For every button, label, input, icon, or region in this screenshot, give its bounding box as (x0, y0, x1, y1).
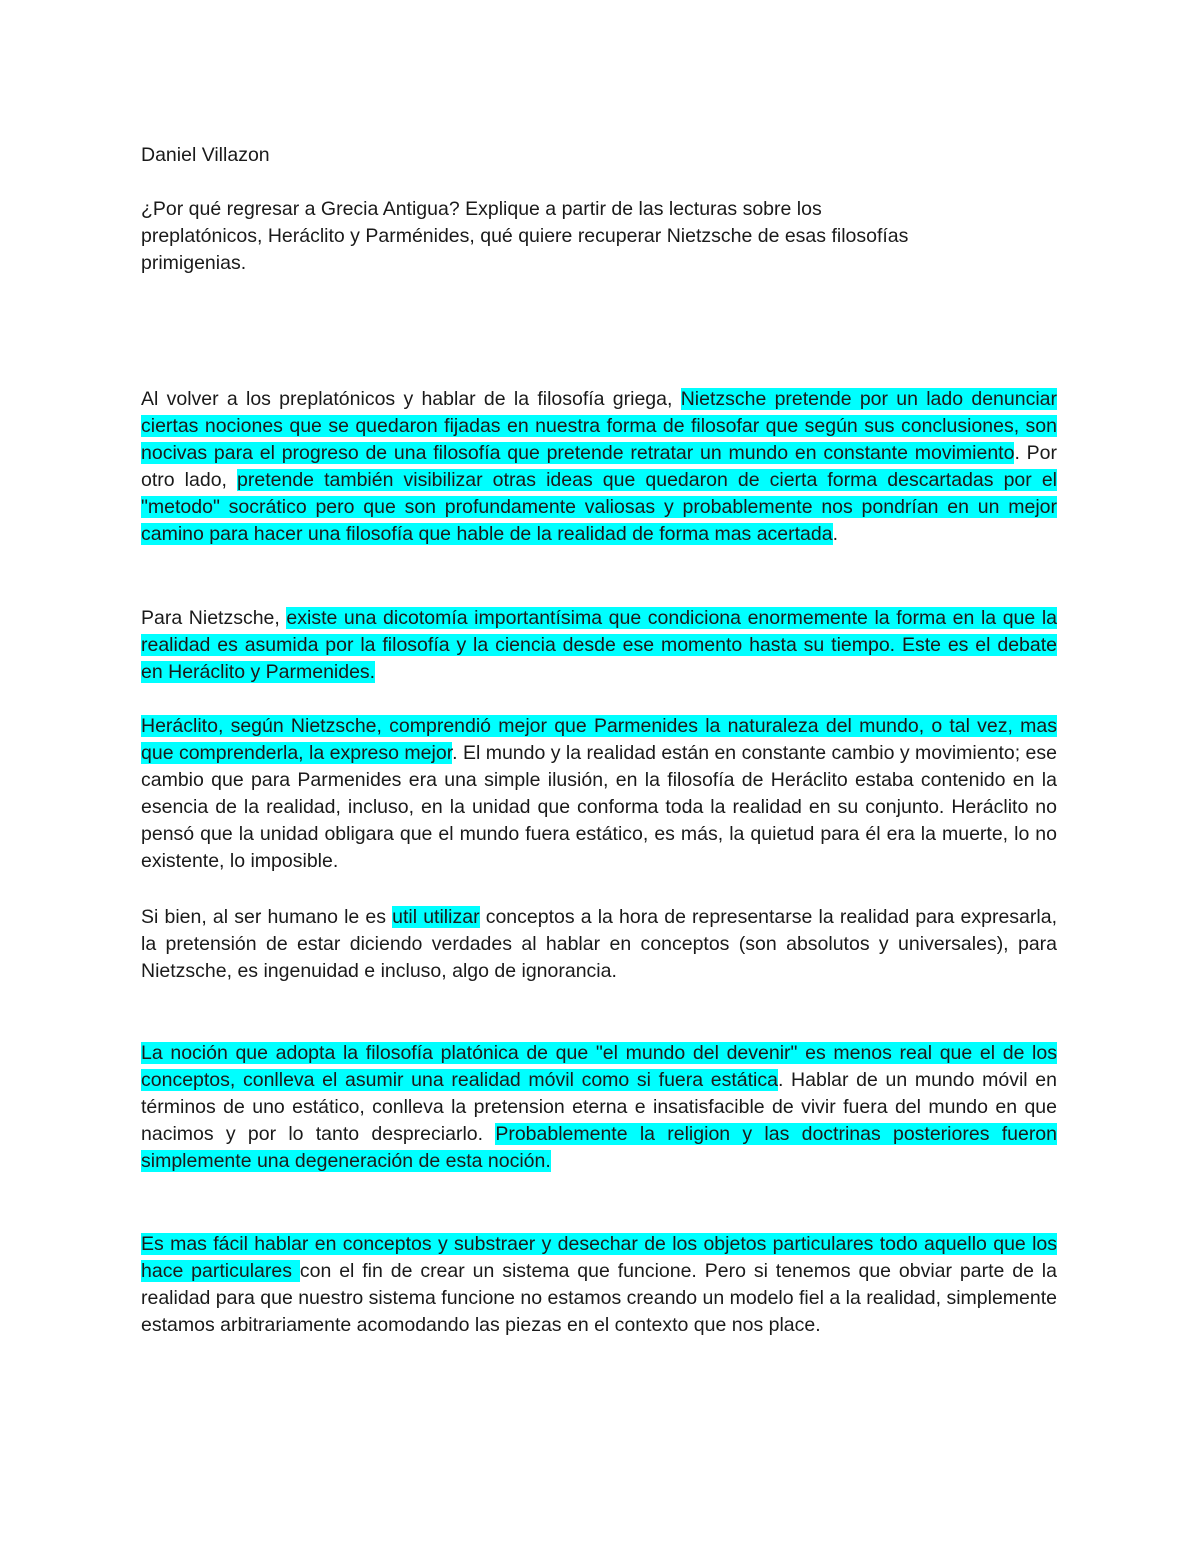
text-segment: Para Nietzsche, (141, 607, 287, 629)
highlighted-text-segment: La noción que adopta la filosofía platónica de que "el mundo del devenir" es menos real que el de los conceptos, conlleva el asumir una realidad móvil como si fuera estática (141, 1042, 1057, 1091)
highlighted-text-segment: Probablemente la religion y las doctrinas posteriores fueron simplemente una degeneración de esta noción. (141, 1123, 1057, 1172)
paragraph (141, 605, 1057, 686)
highlighted-text-segment: existe una dicotomía importantísima que condiciona enormemente la forma en la que la realidad es asumida por la filosofía y la ciencia desde ese momento hasta su tiempo. Este es el debate en Heráclito y Parmenides. (141, 607, 1058, 683)
text-segment: . El mundo y la realidad están en constante cambio y movimiento; ese cambio que para Parmenides era una simple ilusión, en la filosofía de Heráclito estaba contenido en la esencia de la realidad, incluso, en la unidad que conforma toda la realidad en su conjunto. Heráclito no pensó que la unidad obligara que el mundo fuera estático, es más, la quietud para él era la muerte, lo no existente, lo imposible. (141, 742, 1057, 872)
text-segment: Si bien, al ser humano le es (141, 906, 393, 928)
essay-question: ¿Por qué regresar a Grecia Antigua? Explique a partir de las lecturas sobre los preplatónicos, Heráclito y Parménides, qué quiere recuperar Nietzsche de esas filosofías primigenias. (141, 198, 909, 274)
author-name: Daniel Villazon (141, 144, 270, 166)
text-segment: . Hablar de un mundo móvil en términos de uno estático, conlleva la pretension eterna e insatisfacible de vivir fuera del mundo en que nacimos y por lo tanto despreciarlo. (141, 1069, 1057, 1145)
text-segment: con el fin de crear un sistema que funcione. Pero si tenemos que obviar parte de la realidad para que nuestro sistema funcione no estamos creando un modelo fiel a la realidad, simplemente estamos arbitrariamente acomodando las piezas en el contexto que nos place. (141, 1260, 1057, 1336)
highlighted-text-segment: Nietzsche pretende por un lado denunciar ciertas nociones que se quedaron fijadas en nuestra forma de filosofar que según sus conclusiones, son nocivas para el progreso de una filosofía que pretende retratar un mundo en constante movimiento (141, 388, 1057, 464)
text-segment: conceptos a la hora de representarse la realidad para expresarla, la pretensión de estar diciendo verdades al hablar en conceptos (son absolutos y universales), para Nietzsche, es ingenuidad e incluso, algo de ignorancia. (141, 906, 1057, 982)
paragraph (141, 1040, 1057, 1175)
text-segment: Al volver a los preplatónicos y hablar de la filosofía griega, (141, 388, 681, 410)
paragraph (141, 904, 1057, 985)
highlighted-text-segment: pretende también visibilizar otras ideas que quedaron de cierta forma descartadas por el "metodo" socrático pero que son profundamente valiosas y probablemente nos pondrían en un mejor camino para hacer una filosofía que hable de la realidad de forma mas acertada (141, 469, 1057, 545)
paragraph (141, 1231, 1057, 1339)
paragraph (141, 386, 1057, 548)
text-segment: . (832, 523, 839, 545)
highlighted-text-segment: Heráclito, según Nietzsche, comprendió mejor que Parmenides la naturaleza del mundo, o tal vez, mas que comprenderla, la expreso mejor (141, 715, 1057, 764)
highlighted-text-segment: util utilizar (392, 906, 480, 928)
text-segment: . Por otro lado, (141, 442, 1057, 491)
paragraph (141, 713, 1057, 875)
highlighted-text-segment: Es mas fácil hablar en conceptos y substraer y desechar de los objetos particulares todo aquello que los hace particulares (141, 1233, 1057, 1282)
